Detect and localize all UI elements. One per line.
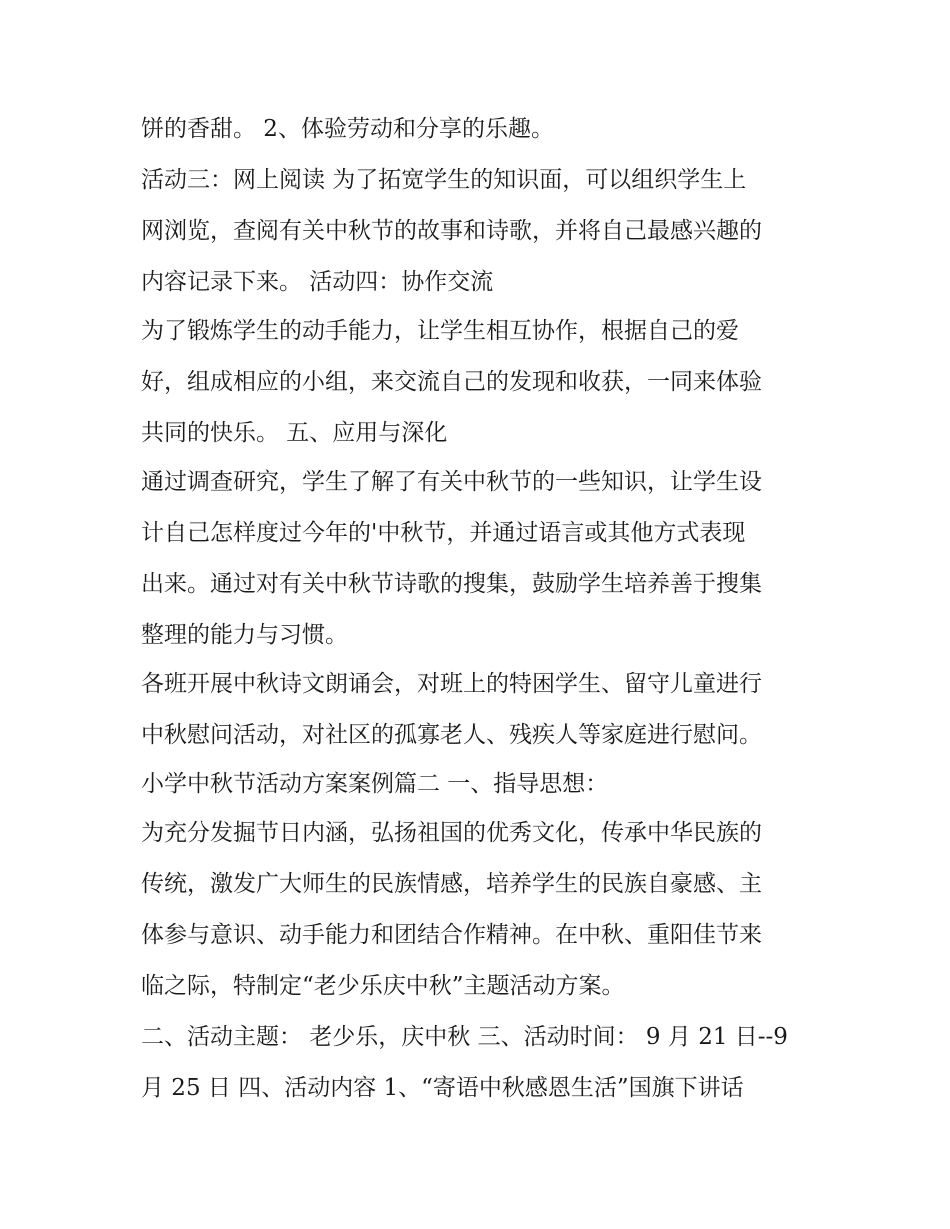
text-line-8: 通过调查研究，学生了解了有关中秋节的一些知识，让学生设 <box>141 469 762 495</box>
text-line-5: 为了锻炼学生的动手能力，让学生相互协作，根据自己的爱 <box>141 318 739 344</box>
text-line-9: 计自己怎样度过今年的'中秋节，并通过语言或其他方式表现 <box>141 520 746 546</box>
text-line-13: 中秋慰问活动，对社区的孤寡老人、残疾人等家庭进行慰问。 <box>141 722 762 748</box>
text-line-4: 内容记录下来。 活动四：协作交流 <box>141 269 494 295</box>
text-line-2: 活动三：网上阅读 为了拓宽学生的知识面，可以组织学生上 <box>141 167 747 193</box>
text-line-7: 共同的快乐。 五、应用与深化 <box>141 420 448 446</box>
text-line-3: 网浏览，查阅有关中秋节的故事和诗歌，并将自己最感兴趣的 <box>141 218 762 244</box>
text-line-1: 饼的香甜。 2、体验劳动和分享的乐趣。 <box>141 116 554 142</box>
text-line-15: 为充分发掘节日内涵，弘扬祖国的优秀文化，传承中华民族的 <box>141 820 762 846</box>
text-line-20: 月 25 日 四、活动内容 1、“寄语中秋感恩生活”国旗下讲话 <box>141 1075 744 1101</box>
text-line-12: 各班开展中秋诗文朗诵会，对班上的特困学生、留守儿童进行 <box>141 671 762 697</box>
text-line-14: 小学中秋节活动方案案例篇二 一、指导思想： <box>141 771 609 797</box>
document-body <box>141 110 831 1107</box>
text-line-11: 整理的能力与习惯。 <box>141 622 348 648</box>
text-line-19: 二、活动主题： 老少乐，庆中秋 三、活动时间： 9 月 21 日--9 <box>141 1024 788 1050</box>
text-line-16: 传统，激发广大师生的民族情感，培养学生的民族自豪感、主 <box>141 871 762 897</box>
text-line-10: 出来。通过对有关中秋节诗歌的搜集，鼓励学生培养善于搜集 <box>141 571 762 597</box>
text-line-6: 好，组成相应的小组，来交流自己的发现和收获，一同来体验 <box>141 369 762 395</box>
text-line-17: 体参与意识、动手能力和团结合作精神。在中秋、重阳佳节来 <box>141 922 762 948</box>
text-line-18: 临之际，特制定“老少乐庆中秋”主题活动方案。 <box>141 973 625 999</box>
